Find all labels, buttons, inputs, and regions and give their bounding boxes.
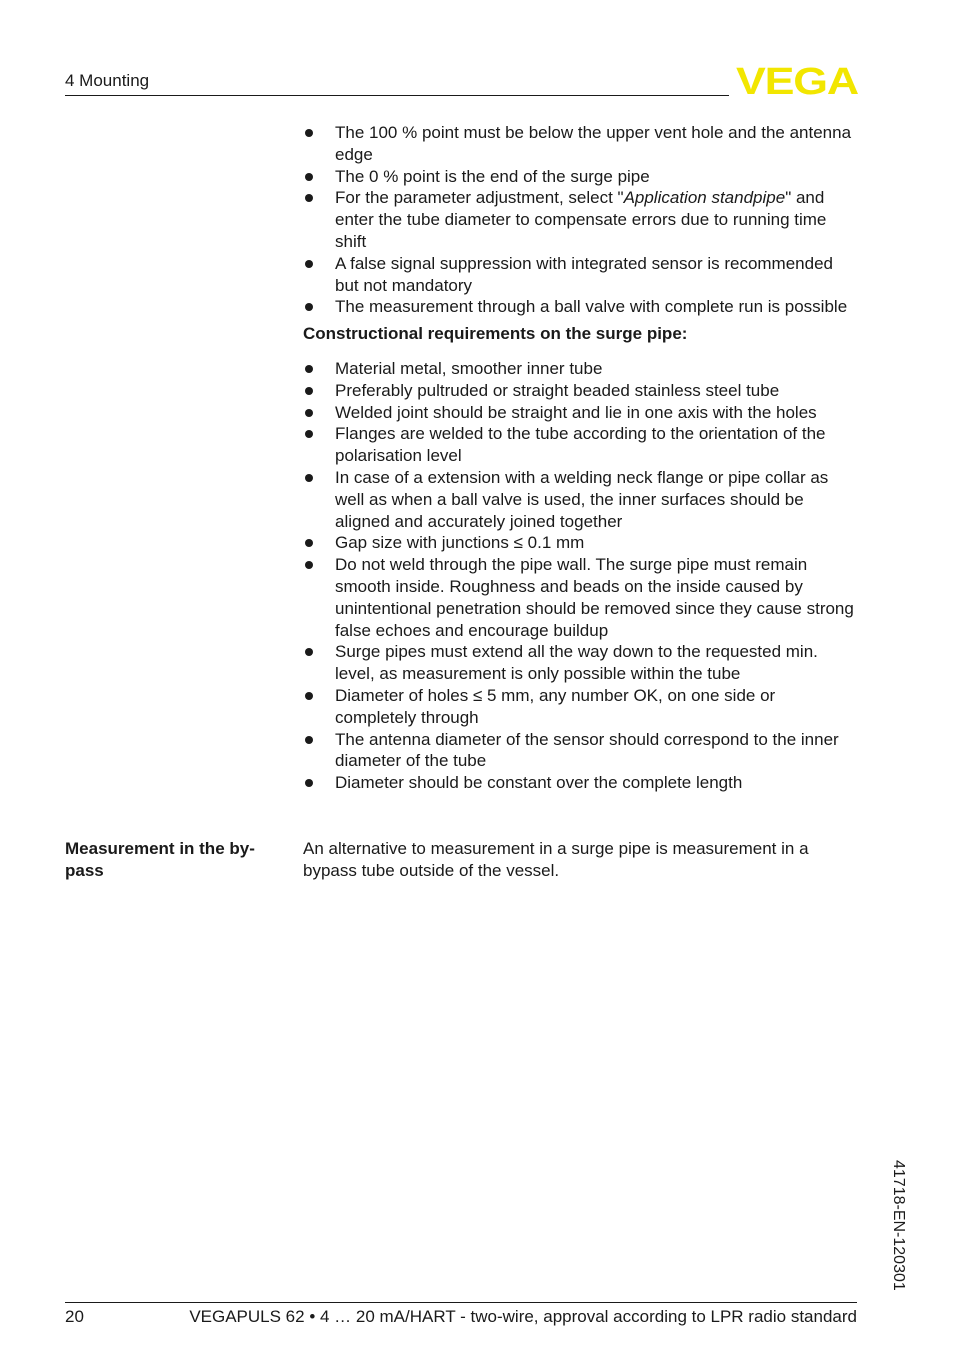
- bullet-list-top: [303, 122, 859, 318]
- list-item: Surge pipes must extend all the way down to the requested min. level, as measurement is only possible within the tube: [303, 641, 859, 685]
- vega-logo: [735, 64, 859, 98]
- list-item: Diameter of holes ≤ 5 mm, any number OK, on one side or completely through: [303, 685, 859, 729]
- list-item: Gap size with junctions ≤ 0.1 mm: [303, 532, 859, 554]
- header-section-title: 4 Mounting: [65, 71, 150, 90]
- list-item: Welded joint should be straight and lie in one axis with the holes: [303, 402, 859, 424]
- bypass-heading: Measurement in the by-pass: [65, 839, 255, 880]
- requirements-subheading: Constructional requirements on the surge pipe:: [303, 324, 688, 344]
- list-item: Do not weld through the pipe wall. The surge pipe must remain smooth inside. Roughness and beads on the inside caused by unintentional penetration should be removed since they cause strong false echoes and encourage buildup: [303, 554, 859, 641]
- list-item: The antenna diameter of the sensor should correspond to the inner diameter of the tube: [303, 729, 859, 773]
- bullet-list-requirements: [303, 358, 859, 794]
- list-item: Flanges are welded to the tube according to the orientation of the polarisation level: [303, 423, 859, 467]
- list-item: A false signal suppression with integrated sensor is recommended but not mandatory: [303, 253, 859, 297]
- list-item: The 0 % point is the end of the surge pipe: [303, 166, 859, 188]
- bypass-paragraph: An alternative to measurement in a surge pipe is measurement in a bypass tube outside of the vessel.: [303, 839, 809, 880]
- vega-logo-text: VEGA: [736, 64, 859, 98]
- footer-title: VEGAPULS 62 • 4 … 20 mA/HART - two-wire, approval according to LPR radio standard: [189, 1307, 857, 1326]
- list-item: In case of a extension with a welding neck flange or pipe collar as well as when a ball valve is used, the inner surfaces should be aligned and accurately joined together: [303, 467, 859, 532]
- list-item: The measurement through a ball valve with complete run is possible: [303, 296, 859, 318]
- list-item: Preferably pultruded or straight beaded stainless steel tube: [303, 380, 859, 402]
- header-rule: [65, 95, 729, 96]
- page-number: 20: [65, 1307, 84, 1326]
- parameter-name: Application standpipe: [623, 188, 786, 208]
- footer-rule: [65, 1302, 857, 1303]
- main-content: [303, 122, 859, 794]
- list-item: The 100 % point must be below the upper vent hole and the antenna edge: [303, 122, 859, 166]
- list-item: Diameter should be constant over the complete length: [303, 772, 859, 794]
- document-number: 41718-EN-120301: [890, 1160, 907, 1291]
- list-item: For the parameter adjustment, select "Application standpipe" and enter the tube diameter to compensate errors due to running time shift: [303, 187, 859, 252]
- list-item: Material metal, smoother inner tube: [303, 358, 859, 380]
